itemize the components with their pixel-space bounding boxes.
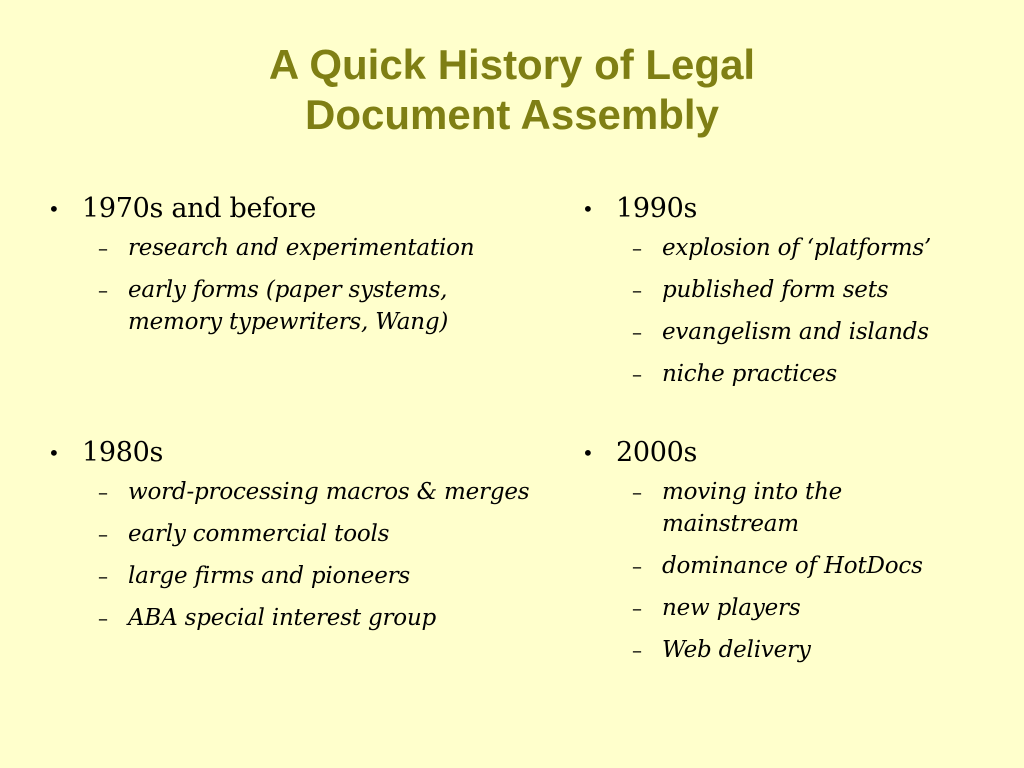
bullet-dot-icon: •	[48, 441, 60, 465]
slide-title-line-2: Document Assembly	[305, 91, 719, 138]
sub-item	[582, 232, 1002, 264]
dash-icon: –	[632, 596, 642, 620]
sub-item-text: research and experimentation	[128, 235, 475, 261]
sub-list	[48, 232, 578, 338]
sub-item-text: niche practices	[662, 361, 837, 387]
dash-icon: –	[632, 554, 642, 578]
bullet-heading: 1990s	[616, 193, 698, 224]
sub-list	[582, 476, 1002, 666]
sub-item	[48, 274, 528, 338]
group-1980s	[48, 436, 578, 644]
sub-item	[48, 602, 578, 634]
slide-title	[0, 40, 1024, 140]
bullet-item	[582, 192, 1002, 226]
sub-item	[48, 560, 578, 592]
dash-icon: –	[632, 320, 642, 344]
sub-item-text: explosion of ‘platforms’	[662, 235, 932, 261]
bullet-heading: 1980s	[82, 437, 164, 468]
bullet-item	[582, 436, 1002, 470]
dash-icon: –	[632, 480, 642, 504]
bullet-dot-icon: •	[48, 197, 60, 221]
dash-icon: –	[632, 362, 642, 386]
sub-item-text: word-processing macros & merges	[128, 479, 530, 505]
bullet-heading: 1970s and before	[82, 193, 317, 224]
sub-item-text: ABA special interest group	[128, 605, 437, 631]
sub-item-text: early commercial tools	[128, 521, 390, 547]
bullet-item	[48, 192, 578, 226]
bullet-item	[48, 436, 578, 470]
sub-item	[48, 232, 578, 264]
dash-icon: –	[98, 564, 108, 588]
group-1990s	[582, 192, 1002, 400]
sub-item-text: published form sets	[662, 277, 889, 303]
sub-item-text: moving into the mainstream	[662, 479, 843, 537]
dash-icon: –	[98, 522, 108, 546]
sub-item	[582, 358, 1002, 390]
dash-icon: –	[98, 278, 108, 302]
dash-icon: –	[98, 480, 108, 504]
dash-icon: –	[98, 606, 108, 630]
dash-icon: –	[632, 638, 642, 662]
sub-item-text: dominance of HotDocs	[662, 553, 923, 579]
sub-item-text: large firms and pioneers	[128, 563, 411, 589]
bullet-dot-icon: •	[582, 197, 594, 221]
sub-item-text: evangelism and islands	[662, 319, 929, 345]
bullet-dot-icon: •	[582, 441, 594, 465]
sub-item	[582, 634, 1002, 666]
sub-item	[582, 274, 1002, 306]
dash-icon: –	[632, 278, 642, 302]
dash-icon: –	[98, 236, 108, 260]
sub-item	[582, 550, 1002, 582]
dash-icon: –	[632, 236, 642, 260]
slide-title-line-1: A Quick History of Legal	[268, 41, 756, 88]
sub-item	[582, 316, 1002, 348]
group-1970s	[48, 192, 578, 348]
sub-item-text: early forms (paper systems, memory typewriters, Wang)	[128, 277, 449, 335]
bullet-heading: 2000s	[616, 437, 698, 468]
group-2000s	[582, 436, 1002, 676]
sub-item	[582, 476, 912, 540]
sub-list	[48, 476, 578, 634]
sub-item	[582, 592, 1002, 624]
sub-item-text: Web delivery	[662, 637, 811, 663]
sub-list	[582, 232, 1002, 390]
sub-item	[48, 476, 578, 508]
sub-item-text: new players	[662, 595, 801, 621]
sub-item	[48, 518, 578, 550]
